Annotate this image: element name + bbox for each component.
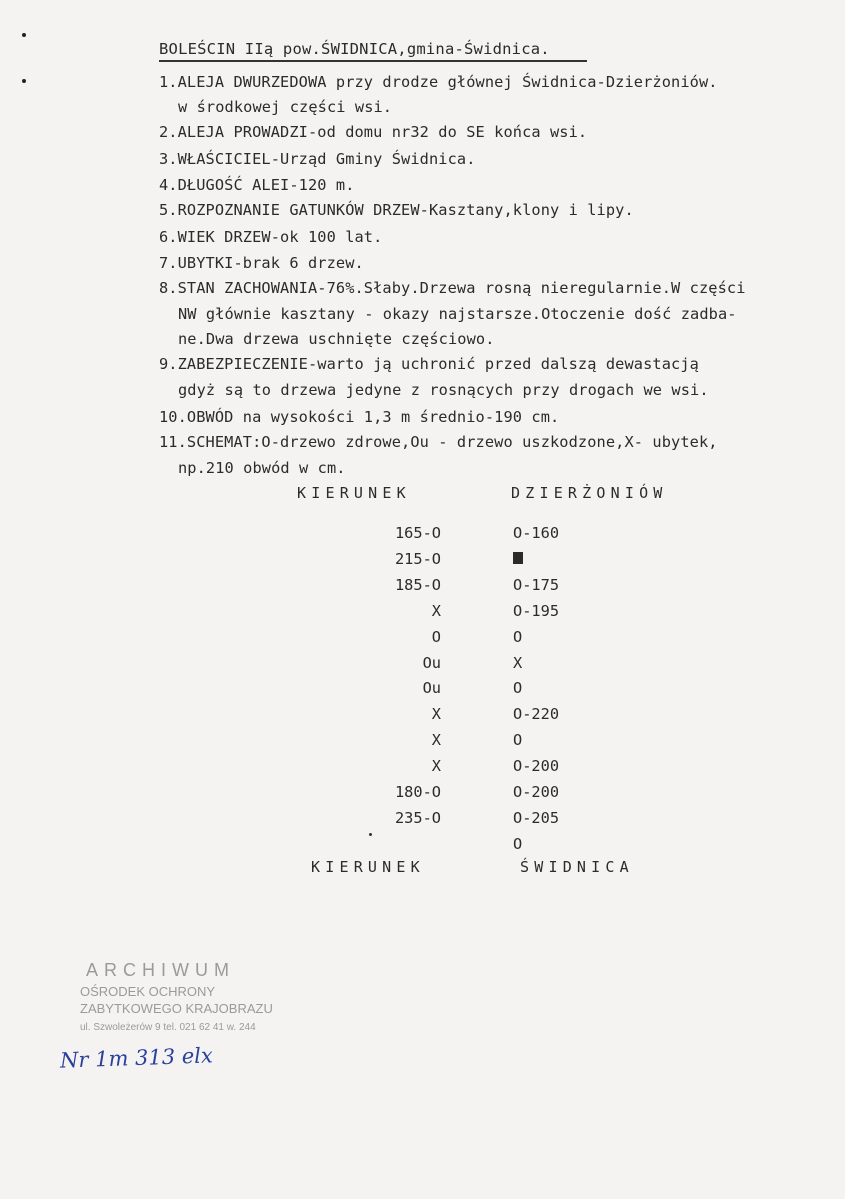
text-line: 2.ALEJA PROWADZI-od domu nr32 do SE końca wsi. [159,123,588,141]
text-line: w środkowej części wsi. [178,98,393,116]
schema-left-entry: Ou [422,654,441,672]
text-line: 11.SCHEMAT:O-drzewo zdrowe,Ou - drzewo uszkodzone,X- ubytek, [159,433,718,451]
text-line: 6.WIEK DRZEW-ok 100 lat. [159,228,383,246]
text-line: NW głównie kasztany - okazy najstarsze.Otoczenie dość zadba- [178,305,737,323]
schema-right-entry: O [513,835,523,853]
text-line: 3.WŁAŚCICIEL-Urząd Gminy Świdnica. [159,150,476,168]
text-line: gdyż są to drzewa jedyne z rosnących przy drogach we wsi. [178,381,709,399]
text-line: 8.STAN ZACHOWANIA-76%.Słaby.Drzewa rosną nieregularnie.W części [159,279,746,297]
schema-right-entry: O [513,679,523,697]
schema-left-entry: Ou [422,679,441,697]
stamp-line: ul. Szwoleżerów 9 tel. 021 62 41 w. 244 [80,1022,256,1033]
schema-direction-label: DZIERŻONIÓW [511,484,668,502]
schema-left-entry: X [431,602,441,620]
schema-right-entry: X [513,654,523,672]
schema-right-entry: O-160 [513,524,560,542]
schema-left-entry: 165-O [394,524,441,542]
schema-right-entry: O-195 [513,602,560,620]
schema-left-entry: O [431,628,441,646]
schema-left-entry: 180-O [394,783,441,801]
document-title: BOLEŚCIN IIą pow.ŚWIDNICA,gmina-Świdnica. [159,40,550,58]
struck-out-entry [513,552,523,564]
schema-right-entry: O-200 [513,757,560,775]
stamp-line: OŚRODEK OCHRONY [80,984,216,999]
handwritten-note: Nr 1m 313 elx [59,1043,214,1073]
schema-right-entry: O-200 [513,783,560,801]
text-line: 7.UBYTKI-brak 6 drzew. [159,254,364,272]
text-line: 4.DŁUGOŚĆ ALEI-120 m. [159,176,355,194]
schema-direction-label: KIERUNEK [311,858,425,876]
text-line: np.210 obwód w cm. [178,459,346,477]
schema-right-entry: O-205 [513,809,560,827]
ink-dot [369,833,372,836]
schema-left-entry: 215-O [394,550,441,568]
schema-right-entry: O [513,731,523,749]
text-line: 5.ROZPOZNANIE GATUNKÓW DRZEW-Kasztany,klony i lipy. [159,201,634,219]
schema-right-entry: O [513,628,523,646]
schema-left-entry: X [431,731,441,749]
schema-right-entry: O-175 [513,576,560,594]
schema-left-entry: X [431,705,441,723]
schema-direction-label: ŚWIDNICA [520,858,634,876]
punch-hole-mark [22,79,26,83]
schema-left-entry: 235-O [394,809,441,827]
stamp-line: ZABYTKOWEGO KRAJOBRAZU [80,1001,273,1016]
schema-left-entry: X [431,757,441,775]
schema-left-entry: 185-O [394,576,441,594]
title-underline [159,60,587,62]
text-line: 10.OBWÓD na wysokości 1,3 m średnio-190 cm. [159,408,560,426]
text-line: 1.ALEJA DWURZEDOWA przy drodze głównej Świdnica-Dzierżoniów. [159,73,718,91]
stamp-line: ARCHIWUM [86,960,235,980]
text-line: ne.Dwa drzewa uschnięte częściowo. [178,330,495,348]
text-line: 9.ZABEZPIECZENIE-warto ją uchronić przed dalszą dewastacją [159,355,699,373]
schema-right-entry: O-220 [513,705,560,723]
punch-hole-mark [22,33,26,37]
schema-direction-label: KIERUNEK [297,484,411,502]
